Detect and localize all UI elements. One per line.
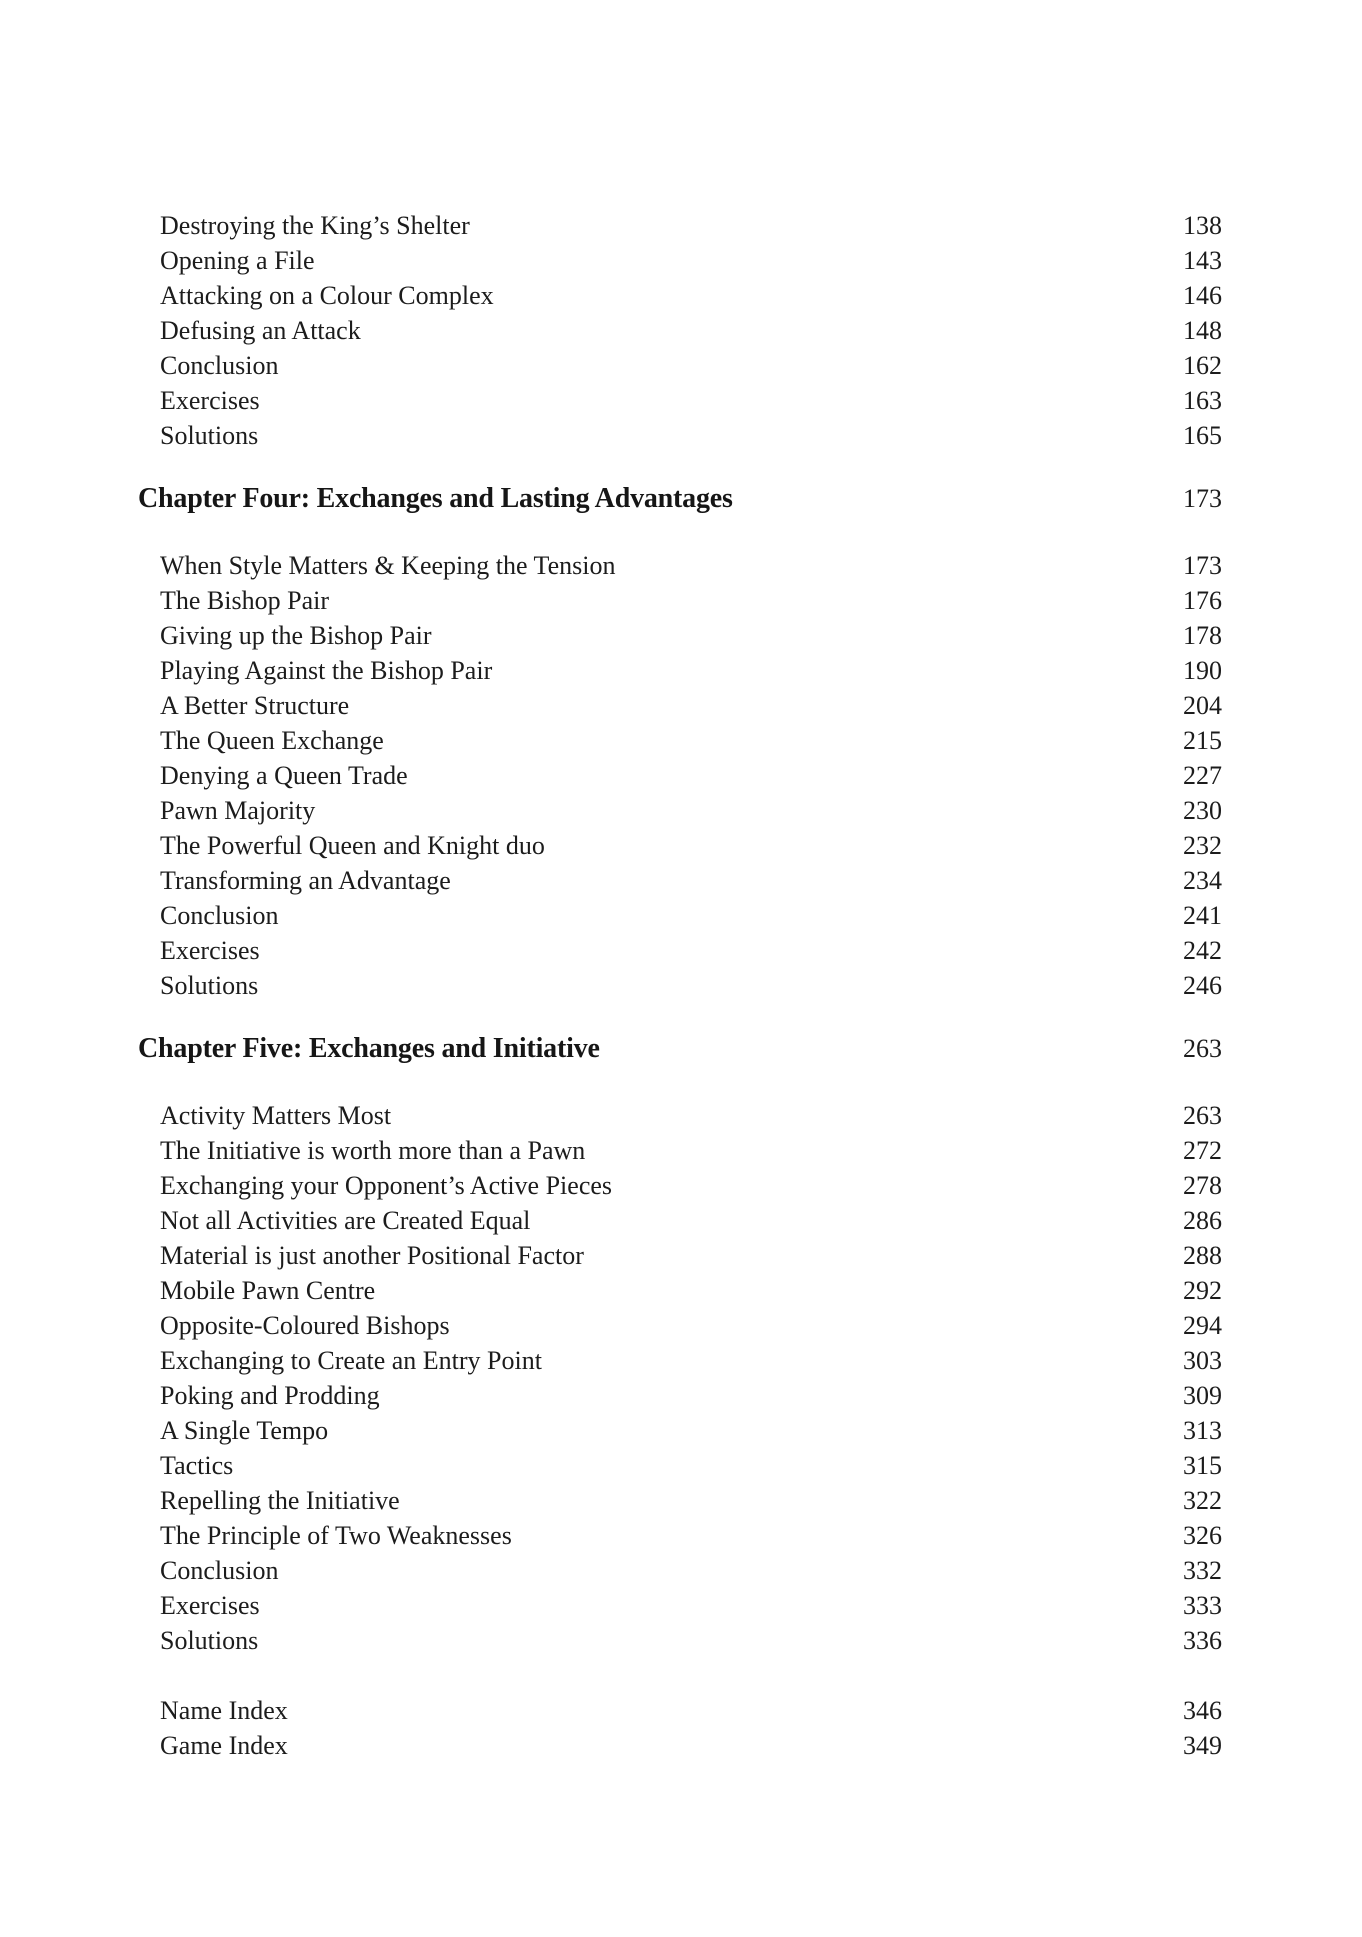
toc-entry-row bbox=[138, 1098, 1222, 1133]
toc-entry-page-number: 309 bbox=[1183, 1381, 1222, 1410]
toc-entry-label: Denying a Queen Trade bbox=[160, 761, 408, 790]
toc-entry-page-number: 336 bbox=[1183, 1626, 1222, 1655]
toc-entry-row bbox=[138, 1518, 1222, 1553]
toc-entry-row bbox=[138, 1553, 1222, 1588]
toc-entry-page-number: 272 bbox=[1183, 1136, 1222, 1165]
toc-entry-label: Pawn Majority bbox=[160, 796, 316, 825]
toc-entry-page-number: 204 bbox=[1183, 691, 1222, 720]
toc-entry-row bbox=[138, 1343, 1222, 1378]
toc-entry-label: The Bishop Pair bbox=[160, 586, 329, 615]
toc-entry-row bbox=[138, 618, 1222, 653]
toc-section bbox=[138, 1693, 1222, 1763]
toc-entry-label: Mobile Pawn Centre bbox=[160, 1276, 376, 1305]
toc-entry-row bbox=[138, 278, 1222, 313]
toc-entry-label: Attacking on a Colour Complex bbox=[160, 281, 494, 310]
toc-entry-page-number: 173 bbox=[1183, 551, 1222, 580]
toc-entry-label: The Initiative is worth more than a Pawn bbox=[160, 1136, 586, 1165]
toc-entry-page-number: 138 bbox=[1183, 211, 1222, 240]
toc-entry-label: Material is just another Positional Factor bbox=[160, 1241, 584, 1270]
toc-entry-row bbox=[138, 1413, 1222, 1448]
toc-entry-row bbox=[138, 1588, 1222, 1623]
toc-entry-page-number: 162 bbox=[1183, 351, 1222, 380]
toc-entry-row bbox=[138, 348, 1222, 383]
toc-entry-label: A Single Tempo bbox=[160, 1416, 329, 1445]
toc-entry-row bbox=[138, 418, 1222, 453]
chapter-heading-page-number: 173 bbox=[1183, 484, 1222, 513]
toc-entry-label: Exercises bbox=[160, 936, 260, 965]
toc-entry-label: Conclusion bbox=[160, 1556, 279, 1585]
toc-entry-page-number: 278 bbox=[1183, 1171, 1222, 1200]
toc-entry-label: Exercises bbox=[160, 386, 260, 415]
toc-entry-label: When Style Matters & Keeping the Tension bbox=[160, 551, 616, 580]
toc-entry-row bbox=[138, 793, 1222, 828]
toc-entry-label: Activity Matters Most bbox=[160, 1101, 392, 1130]
toc-entry-row bbox=[138, 383, 1222, 418]
toc-entry-row bbox=[138, 723, 1222, 758]
toc-entry-label: Transforming an Advantage bbox=[160, 866, 451, 895]
toc-entry-page-number: 288 bbox=[1183, 1241, 1222, 1270]
toc-entry-page-number: 234 bbox=[1183, 866, 1222, 895]
toc-entry-row bbox=[138, 968, 1222, 1003]
toc-entry-label: Conclusion bbox=[160, 351, 279, 380]
toc-entry-label: Tactics bbox=[160, 1451, 234, 1480]
toc-entry-row bbox=[138, 1308, 1222, 1343]
chapter-heading-title: Chapter Four: Exchanges and Lasting Advantages bbox=[138, 483, 733, 514]
toc-entry-page-number: 303 bbox=[1183, 1346, 1222, 1375]
toc-entry-label: Repelling the Initiative bbox=[160, 1486, 400, 1515]
toc-entry-label: Solutions bbox=[160, 1626, 259, 1655]
toc-entry-row bbox=[138, 1483, 1222, 1518]
toc-entry-page-number: 146 bbox=[1183, 281, 1222, 310]
toc-entry-row bbox=[138, 758, 1222, 793]
toc-entry-row bbox=[138, 1168, 1222, 1203]
toc-entry-label: Destroying the King’s Shelter bbox=[160, 211, 470, 240]
toc-entry-row bbox=[138, 1133, 1222, 1168]
toc-entry-row bbox=[138, 1378, 1222, 1413]
toc-entry-row bbox=[138, 208, 1222, 243]
toc-entry-page-number: 313 bbox=[1183, 1416, 1222, 1445]
toc-entry-page-number: 215 bbox=[1183, 726, 1222, 755]
toc-entry-row bbox=[138, 898, 1222, 933]
toc-entry-row bbox=[138, 583, 1222, 618]
toc-entry-page-number: 230 bbox=[1183, 796, 1222, 825]
toc-entry-page-number: 227 bbox=[1183, 761, 1222, 790]
toc-entry-page-number: 143 bbox=[1183, 246, 1222, 275]
chapter-heading-row bbox=[138, 1031, 1222, 1066]
toc-entry-label: A Better Structure bbox=[160, 691, 350, 720]
toc-entry-row bbox=[138, 1623, 1222, 1658]
toc-entry-label: Giving up the Bishop Pair bbox=[160, 621, 432, 650]
toc-entry-label: The Principle of Two Weaknesses bbox=[160, 1521, 512, 1550]
toc-entry-page-number: 346 bbox=[1183, 1696, 1222, 1725]
toc-entry-row bbox=[138, 1238, 1222, 1273]
toc-entry-page-number: 246 bbox=[1183, 971, 1222, 1000]
toc-entry-label: Exercises bbox=[160, 1591, 260, 1620]
toc-entry-row bbox=[138, 828, 1222, 863]
toc-entry-page-number: 190 bbox=[1183, 656, 1222, 685]
toc-entry-label: Opening a File bbox=[160, 246, 315, 275]
toc-entry-row bbox=[138, 933, 1222, 968]
toc-entry-page-number: 294 bbox=[1183, 1311, 1222, 1340]
table-of-contents bbox=[138, 208, 1222, 1763]
toc-entry-page-number: 176 bbox=[1183, 586, 1222, 615]
toc-entry-page-number: 163 bbox=[1183, 386, 1222, 415]
toc-section bbox=[138, 481, 1222, 1003]
toc-entry-page-number: 286 bbox=[1183, 1206, 1222, 1235]
toc-entry-page-number: 242 bbox=[1183, 936, 1222, 965]
toc-entry-row bbox=[138, 688, 1222, 723]
toc-entry-page-number: 241 bbox=[1183, 901, 1222, 930]
toc-entry-page-number: 315 bbox=[1183, 1451, 1222, 1480]
toc-entry-label: Playing Against the Bishop Pair bbox=[160, 656, 493, 685]
chapter-heading-title: Chapter Five: Exchanges and Initiative bbox=[138, 1033, 600, 1064]
toc-entry-page-number: 326 bbox=[1183, 1521, 1222, 1550]
toc-entry-row bbox=[138, 653, 1222, 688]
toc-entry-page-number: 165 bbox=[1183, 421, 1222, 450]
toc-entry-row bbox=[138, 1693, 1222, 1728]
toc-entry-row bbox=[138, 1728, 1222, 1763]
toc-section bbox=[138, 1031, 1222, 1658]
toc-entry-row bbox=[138, 863, 1222, 898]
toc-entry-label: Poking and Prodding bbox=[160, 1381, 380, 1410]
toc-entry-page-number: 148 bbox=[1183, 316, 1222, 345]
toc-entry-label: Exchanging your Opponent’s Active Pieces bbox=[160, 1171, 613, 1200]
toc-entry-page-number: 332 bbox=[1183, 1556, 1222, 1585]
toc-entry-row bbox=[138, 313, 1222, 348]
toc-entry-page-number: 333 bbox=[1183, 1591, 1222, 1620]
toc-entry-row bbox=[138, 1273, 1222, 1308]
toc-entry-page-number: 232 bbox=[1183, 831, 1222, 860]
toc-entry-page-number: 292 bbox=[1183, 1276, 1222, 1305]
toc-entry-page-number: 322 bbox=[1183, 1486, 1222, 1515]
toc-entry-label: Name Index bbox=[160, 1696, 288, 1725]
toc-entry-row bbox=[138, 548, 1222, 583]
toc-entry-label: The Queen Exchange bbox=[160, 726, 384, 755]
chapter-heading-page-number: 263 bbox=[1183, 1034, 1222, 1063]
toc-entry-label: Exchanging to Create an Entry Point bbox=[160, 1346, 542, 1375]
toc-entry-label: Not all Activities are Created Equal bbox=[160, 1206, 531, 1235]
toc-entry-row bbox=[138, 1448, 1222, 1483]
toc-entry-row bbox=[138, 243, 1222, 278]
toc-entry-label: Solutions bbox=[160, 421, 259, 450]
toc-entry-label: The Powerful Queen and Knight duo bbox=[160, 831, 545, 860]
toc-entry-label: Conclusion bbox=[160, 901, 279, 930]
toc-entry-label: Game Index bbox=[160, 1731, 288, 1760]
toc-entry-label: Defusing an Attack bbox=[160, 316, 361, 345]
chapter-heading-row bbox=[138, 481, 1222, 516]
toc-entry-label: Solutions bbox=[160, 971, 259, 1000]
toc-entry-page-number: 178 bbox=[1183, 621, 1222, 650]
toc-entry-row bbox=[138, 1203, 1222, 1238]
toc-entry-label: Opposite-Coloured Bishops bbox=[160, 1311, 450, 1340]
toc-entry-page-number: 349 bbox=[1183, 1731, 1222, 1760]
toc-section bbox=[138, 208, 1222, 453]
toc-entry-page-number: 263 bbox=[1183, 1101, 1222, 1130]
